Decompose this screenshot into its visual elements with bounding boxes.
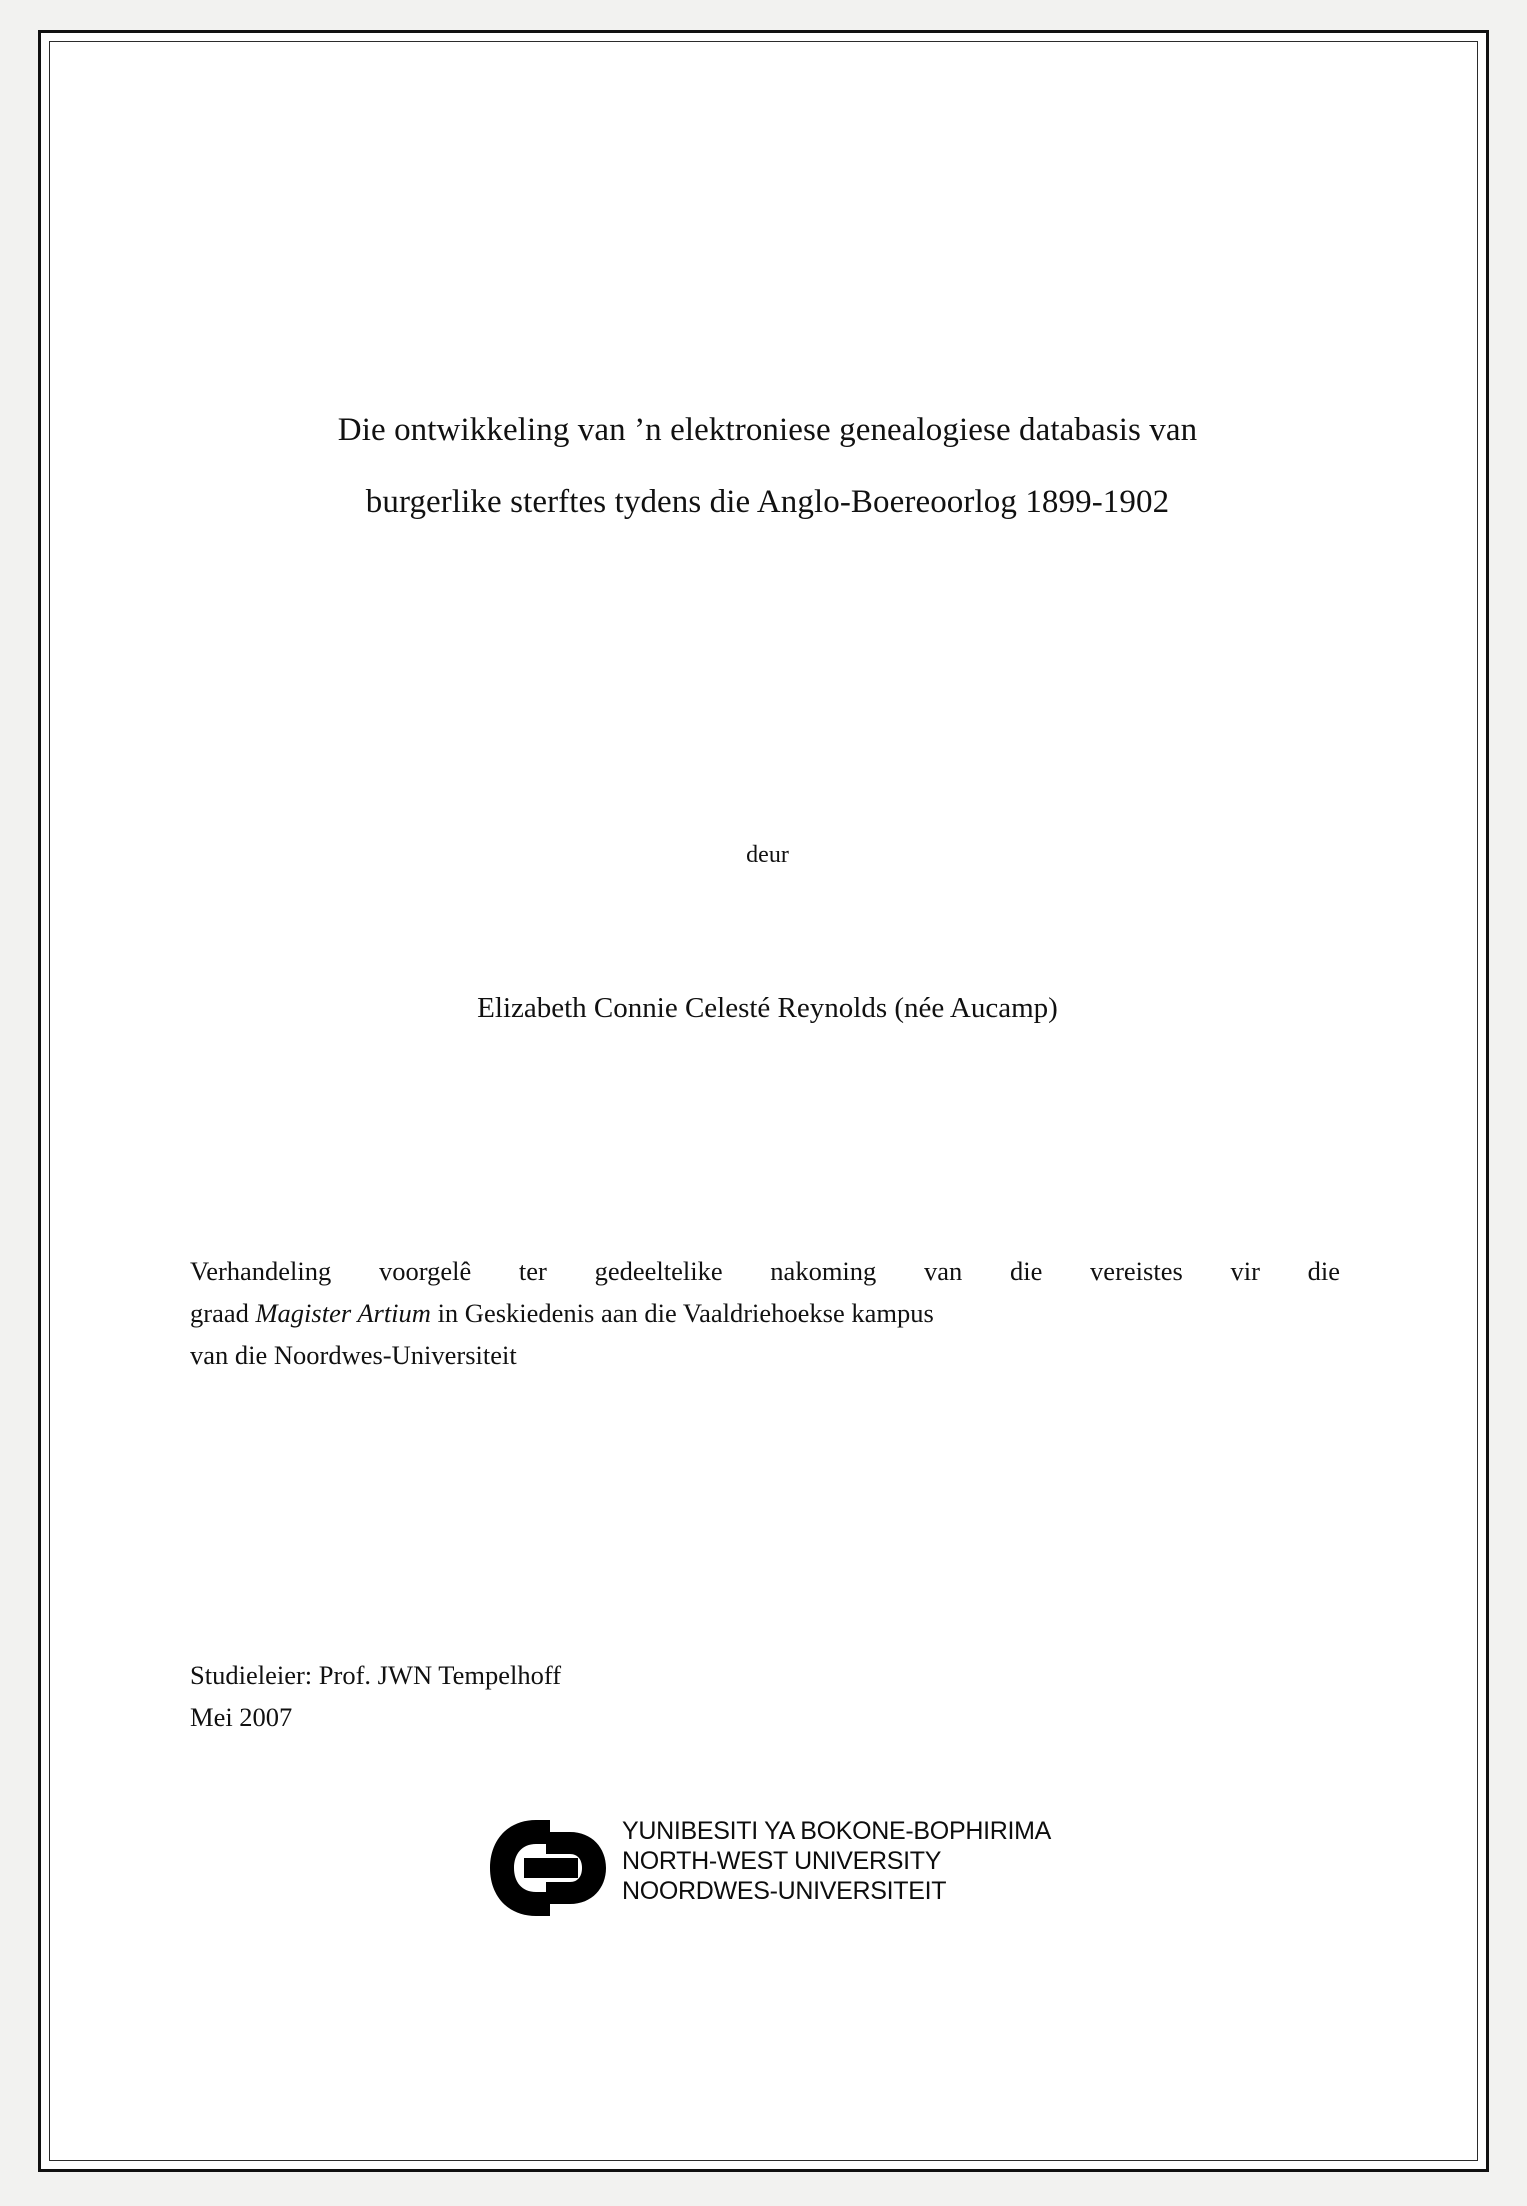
degree-statement	[190, 1250, 1345, 1376]
supervisor-line: Studieleier: Prof. JWN Tempelhoff	[190, 1660, 562, 1690]
degree-statement-line-2-pre: graad	[190, 1298, 256, 1328]
logo-text-line-3: NOORDWES-UNIVERSITEIT	[621, 1877, 947, 1905]
title-line-2: burgerlike sterftes tydens die Anglo-Boereoorlog 1899-1902	[365, 484, 1170, 520]
page-outer-border	[38, 30, 1489, 2172]
university-logo-text	[622, 1812, 1051, 1906]
author-name: Elizabeth Connie Celesté Reynolds (née Aucamp)	[477, 992, 1058, 1024]
supervisor-and-date	[190, 1654, 1345, 1738]
page-title	[190, 394, 1345, 538]
title-line-1: Die ontwikkeling van ’n elektroniese genealogiese databasis van	[337, 412, 1198, 448]
degree-statement-line-1: Verhandeling voorgelê ter gedeeltelike nakoming van die vereistes vir die	[190, 1256, 1340, 1286]
degree-name-italic: Magister Artium	[255, 1298, 431, 1328]
by-label: deur	[746, 842, 789, 868]
title-page-content	[190, 42, 1345, 2160]
degree-statement-line-2-post: in Geskiedenis aan die Vaaldriehoekse kampus	[430, 1298, 934, 1328]
date-line: Mei 2007	[190, 1702, 293, 1732]
page-inner-border	[49, 41, 1478, 2161]
degree-statement-line-3: van die Noordwes-Universiteit	[190, 1340, 517, 1370]
degree-statement-line-2	[190, 1292, 1345, 1334]
north-west-university-logo-icon	[484, 1814, 612, 1932]
logo-text-line-2: NORTH-WEST UNIVERSITY	[621, 1847, 942, 1875]
university-logo-block	[190, 1812, 1345, 1930]
logo-text-line-1: YUNIBESITI YA BOKONE-BOPHIRIMA	[621, 1817, 1052, 1845]
